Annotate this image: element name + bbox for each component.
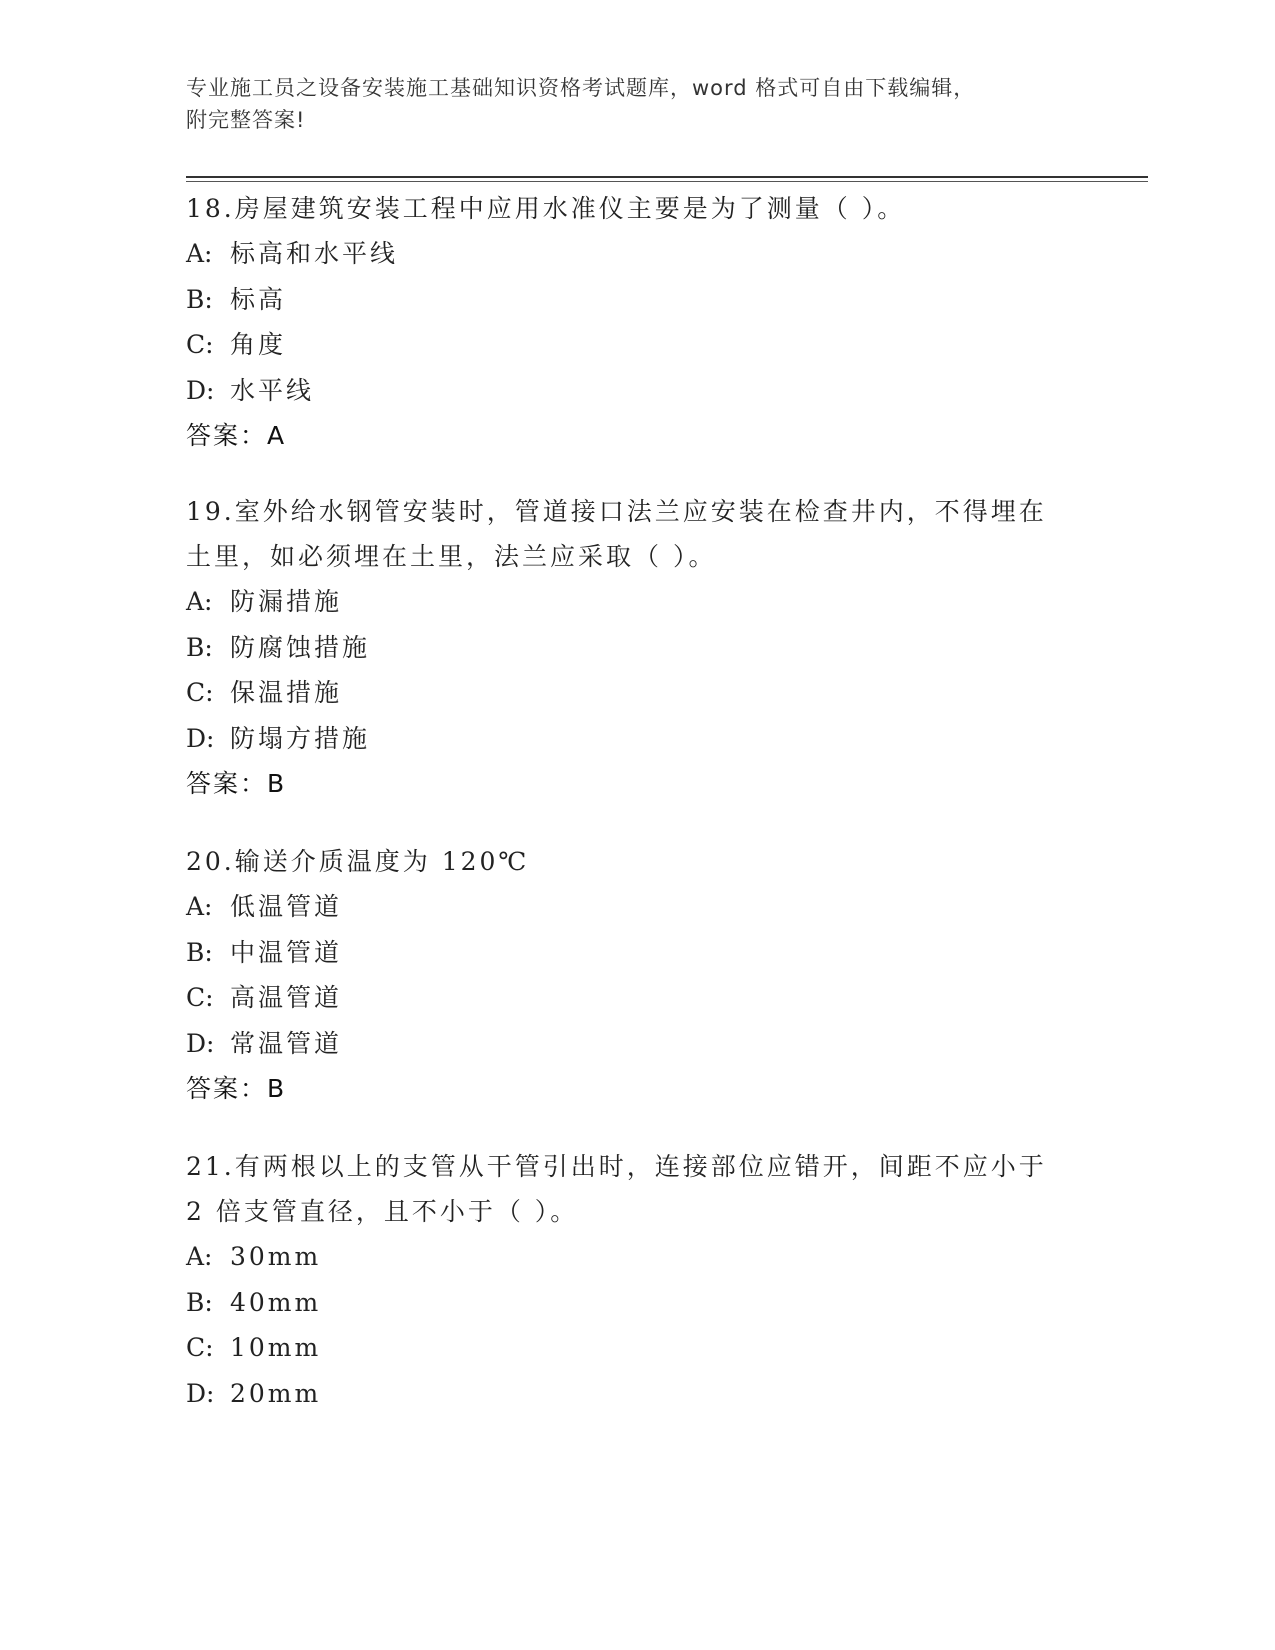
question-18 bbox=[186, 186, 1086, 459]
option-key: B: bbox=[186, 632, 213, 662]
option-c bbox=[186, 1325, 1086, 1371]
answer-line bbox=[186, 761, 1086, 807]
header-line-2: 附完整答案! bbox=[186, 108, 306, 132]
option-text: 20mm bbox=[230, 1378, 322, 1408]
option-text: 防塌方措施 bbox=[230, 723, 371, 753]
option-d bbox=[186, 1371, 1086, 1417]
header-line-1: 专业施工员之设备安装施工基础知识资格考试题库，word 格式可自由下载编辑， bbox=[186, 76, 976, 100]
option-c bbox=[186, 322, 1086, 368]
option-a bbox=[186, 884, 1086, 930]
answer-value: B bbox=[267, 769, 285, 798]
option-key: B: bbox=[186, 284, 213, 314]
option-text: 低温管道 bbox=[230, 892, 343, 921]
question-stem-line-2: 2 倍支管直径，且不小于（ ）。 bbox=[186, 1197, 579, 1226]
option-d bbox=[186, 368, 1086, 414]
option-d bbox=[186, 1021, 1086, 1067]
option-key: B: bbox=[186, 937, 213, 967]
option-text: 标高 bbox=[230, 284, 287, 314]
option-text: 防漏措施 bbox=[230, 587, 343, 616]
option-text: 防腐蚀措施 bbox=[230, 632, 371, 662]
option-text: 10mm bbox=[230, 1333, 322, 1362]
option-text: 30mm bbox=[230, 1242, 322, 1271]
answer-line bbox=[186, 413, 1086, 459]
option-a bbox=[186, 579, 1086, 625]
option-a bbox=[186, 231, 1086, 277]
option-key: C: bbox=[186, 1333, 214, 1362]
question-20 bbox=[186, 839, 1086, 1112]
option-b bbox=[186, 625, 1086, 671]
question-stem: 18.房屋建筑安装工程中应用水准仪主要是为了测量（ ）。 bbox=[186, 194, 906, 223]
answer-value: A bbox=[267, 421, 285, 450]
option-key: D: bbox=[186, 1028, 215, 1058]
option-key: A: bbox=[186, 587, 213, 616]
answer-label: 答案： bbox=[186, 421, 268, 450]
option-key: A: bbox=[186, 239, 213, 268]
question-19 bbox=[186, 489, 1086, 807]
option-b bbox=[186, 1280, 1086, 1326]
option-key: D: bbox=[186, 723, 215, 753]
answer-value: B bbox=[267, 1074, 285, 1103]
option-key: C: bbox=[186, 678, 214, 707]
option-text: 高温管道 bbox=[230, 983, 343, 1012]
option-c bbox=[186, 975, 1086, 1021]
option-text: 水平线 bbox=[230, 375, 315, 405]
option-key: A: bbox=[186, 892, 213, 921]
option-b bbox=[186, 930, 1086, 976]
option-text: 保温措施 bbox=[230, 678, 343, 707]
option-key: A: bbox=[186, 1242, 213, 1271]
header-divider-thin bbox=[186, 181, 1148, 182]
question-stem-line-1: 21.有两根以上的支管从干管引出时，连接部位应错开，间距不应小于 bbox=[186, 1152, 1047, 1181]
question-stem-line-1: 19.室外给水钢管安装时，管道接口法兰应安装在检查井内，不得埋在 bbox=[186, 497, 1047, 526]
answer-label: 答案： bbox=[186, 1074, 268, 1103]
question-stem-line-2: 土里，如必须埋在土里，法兰应采取（ ）。 bbox=[186, 542, 717, 571]
question-stem: 20.输送介质温度为 120℃ bbox=[186, 847, 530, 876]
option-text: 40mm bbox=[230, 1287, 322, 1317]
option-text: 标高和水平线 bbox=[230, 239, 399, 268]
option-key: C: bbox=[186, 330, 214, 359]
option-text: 中温管道 bbox=[230, 937, 343, 967]
option-a bbox=[186, 1234, 1086, 1280]
option-text: 常温管道 bbox=[230, 1028, 343, 1058]
option-key: B: bbox=[186, 1287, 213, 1317]
answer-label: 答案： bbox=[186, 769, 268, 798]
option-text: 角度 bbox=[230, 330, 287, 359]
option-key: D: bbox=[186, 1378, 215, 1408]
answer-line bbox=[186, 1066, 1086, 1112]
document-header bbox=[186, 72, 1066, 136]
question-21 bbox=[186, 1144, 1086, 1416]
header-divider-thick bbox=[186, 176, 1148, 178]
option-b bbox=[186, 277, 1086, 323]
option-d bbox=[186, 716, 1086, 762]
option-key: C: bbox=[186, 983, 214, 1012]
option-c bbox=[186, 670, 1086, 716]
option-key: D: bbox=[186, 375, 215, 405]
